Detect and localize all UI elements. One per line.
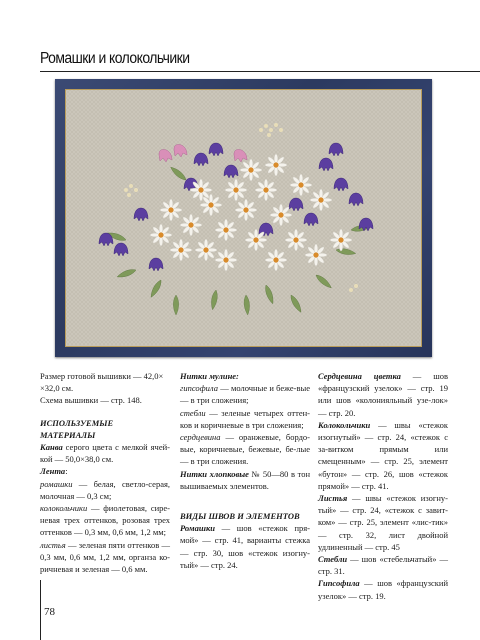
column-middle [180,370,310,571]
center-line: Сердцевина цветка — шов «французский узелок» — стр. 19 или шов «колонияльный узе-лок» — стр. 20. [318,371,449,418]
leaves-line: листья — зеленая пяти оттенков — 0,3 мм, 0,6 мм, 1,2 мм, органза ко-ричневая и зеленая — 0,6 мм. [40,539,170,575]
steb-line: Стебли — шов «стебельчатый» — стр. 31. [318,554,448,577]
list-line: Листья — швы «стежок изогну-тый» — стр. 24, «стежок с завит-ком» — стр. 25, элемент «лис-тик» — стр. 32, лист двойной удлиненный — стр. 45 [318,493,448,552]
size-line: Размер готовой вышивки — 42,0× [40,371,164,381]
canvas-line: Канва серого цвета с мелкой ячей-кой — 50,0×38,0 см. [40,442,170,465]
gyps3-line: Гипсофила — шов «французский узелок» — стр. 19. [318,578,448,601]
page-number: 78 [44,606,55,618]
stitches-heading: ВИДЫ ШВОВ И ЭЛЕМЕНТОВ [180,511,300,522]
materials-heading: ИСПОЛЬЗУЕМЫЕ МАТЕРИАЛЫ [40,417,114,440]
page-title: Ромашки и колокольчики [40,50,190,67]
size-line-2: ×32,0 см. [40,383,74,394]
cotton-line: Нитки хлопковые № 50—80 в тон вышиваемых элементов. [180,468,310,491]
column-left [40,370,170,575]
floss-heading: Нитки мулине: [180,371,239,381]
embroidery-picture-frame [55,79,432,357]
header-rule [40,71,480,72]
bell-line: колокольчики — фиолетовая, сире-невая трех оттенков, розовая трех оттенков — 0,3 мм, 0,6 мм, 1,2 мм; [40,503,170,538]
kolok-line: Колокольчики — швы «стежок изогнутый» — стр. 24, «стежок с за-витком прямым или смещенным» — стр. 25, элемент «бутон» — стр. 26, шов «стежок прямой» — стр. 41. [318,419,448,491]
core-line: сердцевина — оранжевые, бордо-вые, коричневые, бежевые, бе-лые — в три сложения. [180,432,310,467]
stems-line: стебли — зеленые четырех оттен-ков и коричневые в три сложения; [180,407,310,430]
romashki-line: Ромашки — шов «стежок пря-мой» — стр. 41, варианты стежка — стр. 30, шов «стежок изогну-тый» — стр. 24. [180,523,310,570]
daisy-line: ромашки — белая, светло-серая, молочная — 0,3 см; [40,478,170,501]
ribbon-heading: Лента: [40,466,68,477]
embroidery-illustration [66,90,420,345]
scheme-line: Схема вышивки — стр. 148. [40,395,142,406]
column-right [318,370,448,602]
gyps-line: гипсофила — молочные и беже-вые — в три сложения; [180,383,310,406]
embroidery-artwork [65,89,422,347]
page-number-rule [40,580,41,640]
